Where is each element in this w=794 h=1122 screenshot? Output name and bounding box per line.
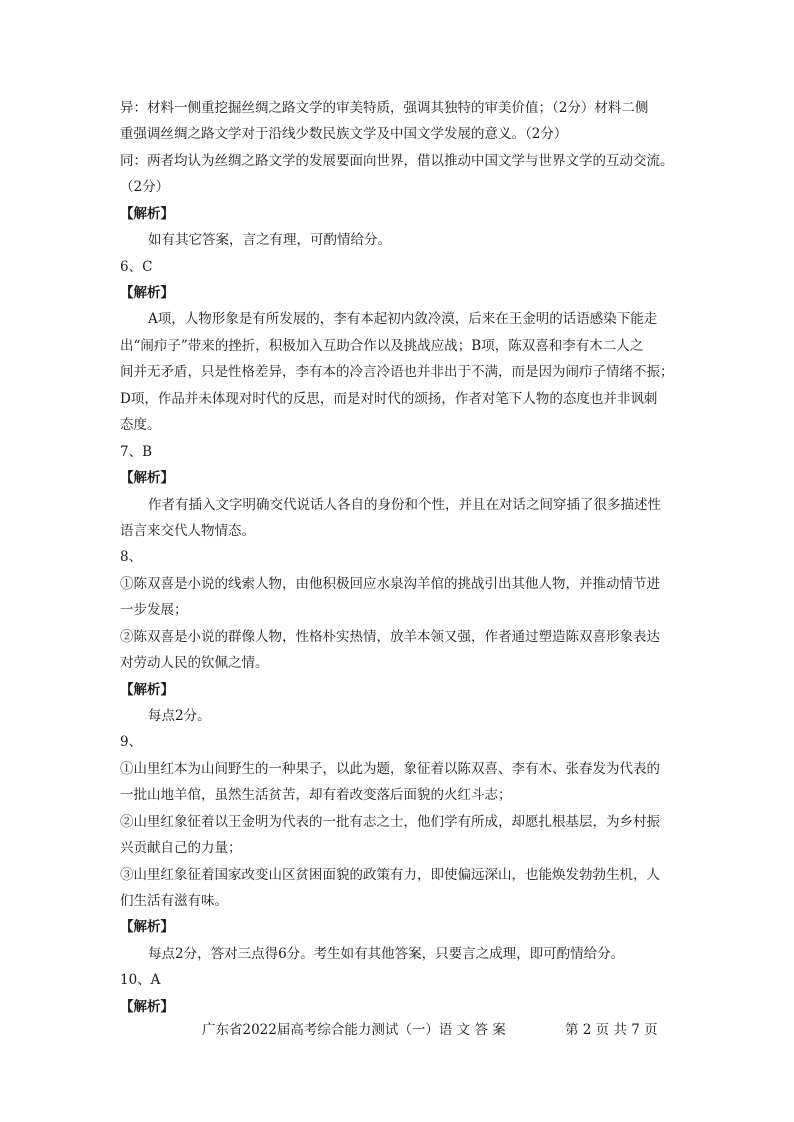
text-line: 一步发展； bbox=[120, 602, 188, 618]
text-line: 们生活有滋有味。 bbox=[120, 893, 228, 909]
text-line: 出“闹疖子”带来的挫折，积极加入互助合作以及挑战应战；B项，陈双喜和李有木二人之 bbox=[120, 338, 644, 354]
text-line: 语言来交代人物情态。 bbox=[120, 523, 255, 539]
text-line: A项，人物形象是有所发展的，李有本起初内敛冷漠，后来在王金明的话语感染下能走 bbox=[148, 311, 658, 327]
analysis-heading: 【解析】 bbox=[120, 999, 174, 1015]
text-line: 作者有插入文字明确交代说话人各自的身份和个性，并且在对话之间穿插了很多描述性 bbox=[148, 497, 661, 513]
text-line: ③山里红象征着国家改变山区贫困面貌的政策有力，即使偏远深山，也能焕发勃勃生机，人 bbox=[120, 867, 660, 883]
text-line: ①山里红本为山间野生的一种果子，以此为题，象征着以陈双喜、李有木、张春发为代表的 bbox=[120, 761, 660, 777]
question-number: 10、A bbox=[120, 972, 161, 988]
question-number: 9、 bbox=[120, 734, 143, 750]
text-line: 每点2分。 bbox=[148, 708, 211, 724]
question-number: 8、 bbox=[120, 549, 143, 565]
text-line: D项，作品并未体现对时代的反思，而是对时代的颂扬，作者对笔下人物的态度也并非讽刺 bbox=[120, 391, 658, 407]
text-line: ②陈双喜是小说的群像人物，性格朴实热情，放羊本领又强，作者通过塑造陈双喜形象表达 bbox=[120, 629, 660, 645]
analysis-heading: 【解析】 bbox=[120, 470, 174, 486]
text-line: ①陈双喜是小说的线索人物，由他积极回应水泉沟羊倌的挑战引出其他人物，并推动情节进 bbox=[120, 576, 660, 592]
text-line: 对劳动人民的钦佩之情。 bbox=[120, 655, 269, 671]
analysis-heading: 【解析】 bbox=[120, 919, 174, 935]
text-line: 兴贡献自己的力量； bbox=[120, 840, 242, 856]
footer-title: 广东省2022届高考综合能力测试（一）语 文 答 案 bbox=[202, 1022, 506, 1038]
question-number: 6、C bbox=[120, 259, 153, 275]
analysis-heading: 【解析】 bbox=[120, 682, 174, 698]
text-line: 同：两者均认为丝绸之路文学的发展要面向世界，借以推动中国文学与世界文学的互动交流。 bbox=[120, 153, 674, 169]
text-line: 重强调丝绸之路文学对于沿线少数民族文学及中国文学发展的意义。（2分） bbox=[120, 126, 568, 142]
text-line: ②山里红象征着以王金明为代表的一批有志之士，他们学有所成，却愿扎根基层，为乡村振 bbox=[120, 814, 660, 830]
text-line: 如有其它答案，言之有理，可酌情给分。 bbox=[148, 232, 391, 248]
text-line: 态度。 bbox=[120, 417, 161, 433]
text-line: 间并无矛盾，只是性格差异，李有本的冷言冷语也并非出于不满，而是因为闹疖子情绪不振； bbox=[120, 364, 674, 380]
text-line: 异：材料一侧重挖掘丝绸之路文学的审美特质，强调其独特的审美价值；（2分）材料二侧 bbox=[120, 100, 649, 116]
question-number: 7、B bbox=[120, 444, 153, 460]
page-number: 第 2 页 共 7 页 bbox=[565, 1022, 658, 1038]
analysis-heading: 【解析】 bbox=[120, 285, 174, 301]
text-line: 每点2分，答对三点得6分。考生如有其他答案，只要言之成理，即可酌情给分。 bbox=[148, 946, 625, 962]
text-line: （2分） bbox=[120, 179, 170, 195]
analysis-heading: 【解析】 bbox=[120, 206, 174, 222]
text-line: 一批山地羊倌，虽然生活贫苦，却有着改变落后面貌的火红斗志； bbox=[120, 787, 512, 803]
